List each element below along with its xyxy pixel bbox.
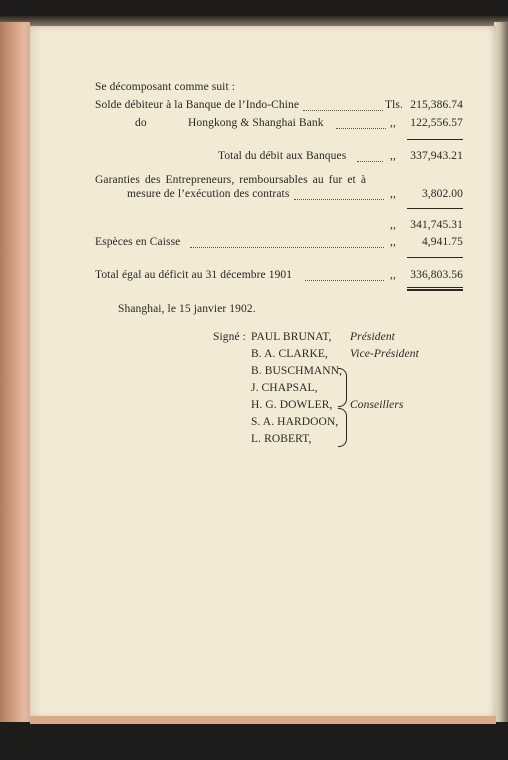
group-role: Conseillers [350, 399, 404, 411]
row6-label: Espèces en Caisse [95, 236, 181, 248]
intro-text: Se décomposant comme suit : [95, 81, 236, 93]
subtotal-rule [407, 208, 463, 209]
book-right-edge [494, 22, 508, 722]
row1-amount: 215,386.74 [410, 99, 463, 111]
book-left-edge [0, 22, 30, 722]
row6-amount: 4,941.75 [421, 236, 463, 248]
row4-label-line2: mesure de l’exécution des contrats [127, 188, 290, 200]
brace-bottom [338, 408, 347, 447]
row7-mark: ,, [390, 269, 396, 281]
signatory-name: H. G. DOWLER, [251, 399, 333, 411]
row7-amount: 336,803.56 [410, 269, 463, 281]
row1-label: Solde débiteur à la Banque de l’Indo-Chine [95, 99, 300, 111]
row1-currency: Tls. [385, 99, 403, 111]
row2-prefix: do [135, 117, 147, 129]
row5-mark: ,, [390, 219, 396, 231]
row5-amount: 341,745.31 [410, 219, 463, 231]
book-bottom-edge [30, 716, 496, 724]
signatory-role: Vice-Président [350, 348, 419, 360]
row4-mark: ,, [390, 188, 396, 200]
place-date: Shanghai, le 15 janvier 1902. [118, 303, 256, 315]
document-page [30, 26, 496, 718]
row6-mark: ,, [390, 236, 396, 248]
book-top-edge [0, 16, 508, 26]
signed-label: Signé : [213, 331, 246, 343]
leader-dots [294, 199, 384, 200]
row2-label: Hongkong & Shanghai Bank [188, 117, 324, 129]
row4-label-line1: Garanties des Entrepreneurs, remboursables au fur et à [95, 174, 367, 186]
leader-dots [357, 161, 383, 162]
row7-label: Total égal au déficit au 31 décembre 1901 [95, 269, 293, 281]
leader-dots [336, 128, 386, 129]
signatory-name: B. A. CLARKE, [251, 348, 329, 360]
brace-top [338, 368, 347, 407]
row3-label: Total du débit aux Banques [218, 150, 347, 162]
signatory-name: J. CHAPSAL, [251, 382, 318, 394]
total-double-rule [407, 287, 463, 291]
signatory-name: B. BUSCHMANN, [251, 365, 343, 377]
row3-amount: 337,943.21 [410, 150, 463, 162]
subtotal-rule [407, 257, 463, 258]
leader-dots [190, 247, 384, 248]
signatory-name: L. ROBERT, [251, 433, 312, 445]
signatory-name: PAUL BRUNAT, [251, 331, 332, 343]
row4-amount: 3,802.00 [421, 188, 463, 200]
signatory-name: S. A. HARDOON, [251, 416, 339, 428]
subtotal-rule [407, 139, 463, 140]
row2-mark: ,, [390, 117, 396, 129]
leader-dots [305, 280, 384, 281]
row2-amount: 122,556.57 [410, 117, 463, 129]
leader-dots [303, 110, 383, 111]
signatory-role: Président [350, 331, 395, 343]
row3-mark: ,, [390, 150, 396, 162]
